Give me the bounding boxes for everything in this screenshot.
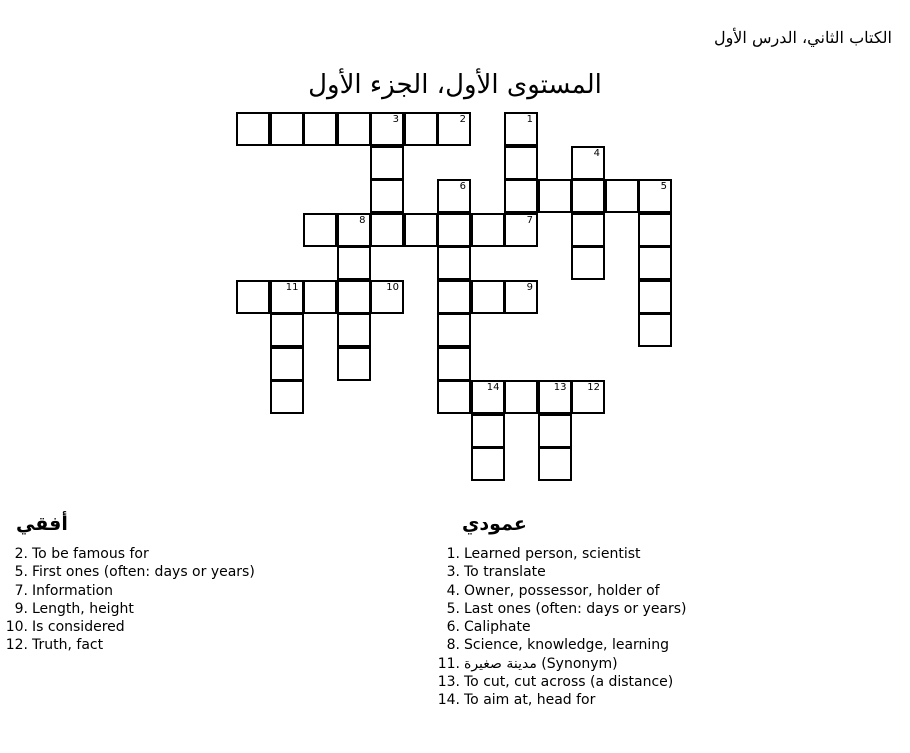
grid-cell[interactable] (471, 414, 505, 448)
grid-cell[interactable] (504, 112, 538, 146)
puzzle-title: المستوى الأول، الجزء الأول (308, 70, 602, 100)
across-heading: أفقي (16, 513, 68, 535)
grid-cell[interactable] (270, 347, 304, 381)
grid-cell[interactable] (437, 112, 471, 146)
grid-cell[interactable] (638, 213, 672, 247)
grid-cell[interactable] (437, 246, 471, 280)
clue-text: To translate (464, 564, 546, 581)
clue-text: Information (32, 582, 114, 599)
grid-cell[interactable] (437, 313, 471, 347)
grid-cell[interactable] (538, 179, 572, 213)
clue-text: Is considered (32, 619, 125, 636)
grid-cell[interactable] (236, 280, 270, 314)
clue-item (432, 545, 687, 563)
grid-cell[interactable] (571, 179, 605, 213)
grid-cell[interactable] (404, 112, 438, 146)
grid-cell[interactable] (270, 280, 304, 314)
grid-cell[interactable] (337, 280, 371, 314)
across-clue-list (0, 545, 255, 655)
grid-cell[interactable] (638, 179, 672, 213)
clue-text: First ones (often: days or years) (32, 564, 255, 581)
grid-cell[interactable] (437, 347, 471, 381)
clue-item (0, 563, 255, 581)
grid-cell[interactable] (504, 213, 538, 247)
grid-cell[interactable] (538, 414, 572, 448)
clue-item (0, 545, 255, 563)
clue-number: 9. (14, 600, 28, 617)
cell-number: 10 (386, 281, 399, 293)
clue-number: 1. (446, 546, 460, 562)
clue-number: 4. (446, 582, 460, 599)
clue-text: Caliphate (464, 619, 531, 636)
clue-text: To be famous for (32, 546, 149, 562)
cell-number: 8 (359, 214, 366, 226)
grid-cell[interactable] (303, 213, 337, 247)
grid-cell[interactable] (337, 213, 371, 247)
clue-number: 10. (5, 619, 28, 636)
down-clue-list (432, 545, 687, 710)
clue-number: 6. (446, 619, 460, 636)
clue-item (432, 582, 687, 600)
grid-cell[interactable] (370, 280, 404, 314)
cell-number: 11 (285, 281, 299, 293)
clue-item (432, 618, 687, 636)
cell-number: 1 (526, 114, 533, 125)
grid-cell[interactable] (337, 112, 371, 146)
clue-text: To aim at, head for (464, 692, 596, 709)
clue-item (0, 582, 255, 600)
clue-item (432, 636, 687, 654)
grid-cell[interactable] (437, 179, 471, 213)
cell-number: 3 (392, 114, 399, 125)
grid-cell[interactable] (504, 380, 538, 414)
grid-cell[interactable] (571, 380, 605, 414)
clue-number: 2. (14, 546, 28, 562)
cell-number: 13 (553, 382, 567, 393)
clue-item (432, 655, 687, 673)
grid-cell[interactable] (303, 112, 337, 146)
grid-cell[interactable] (270, 313, 304, 347)
grid-cell[interactable] (638, 280, 672, 314)
clue-text: Truth, fact (32, 637, 104, 654)
grid-cell[interactable] (337, 313, 371, 347)
clue-number: 13. (437, 674, 460, 691)
clue-item (0, 618, 255, 636)
grid-cell[interactable] (471, 447, 505, 481)
book-reference: الكتاب الثاني، الدرس الأول (713, 28, 892, 47)
grid-cell[interactable] (404, 213, 438, 247)
grid-cell[interactable] (571, 146, 605, 180)
grid-cell[interactable] (605, 179, 639, 213)
cell-number: 9 (526, 281, 533, 293)
clue-number: 5. (446, 600, 460, 617)
clue-item (432, 673, 687, 691)
grid-cell[interactable] (437, 280, 471, 314)
grid-cell[interactable] (538, 380, 572, 414)
down-heading: عمودي (462, 513, 527, 535)
clue-number: 3. (446, 564, 460, 581)
cell-number: 5 (660, 181, 667, 192)
cell-number: 12 (587, 382, 600, 393)
clue-number: 11. (437, 655, 460, 672)
clue-text: Last ones (often: days or years) (464, 600, 687, 617)
grid-cell[interactable] (370, 146, 404, 180)
cell-number: 7 (526, 214, 533, 226)
clue-number: 5. (14, 564, 28, 581)
clue-item (0, 636, 255, 654)
grid-cell[interactable] (471, 280, 505, 314)
grid-cell[interactable] (471, 213, 505, 247)
clue-text: Learned person, scientist (464, 546, 641, 562)
clue-text: Length, height (32, 600, 134, 617)
grid-cell[interactable] (538, 447, 572, 481)
grid-cell[interactable] (504, 280, 538, 314)
grid-cell[interactable] (437, 380, 471, 414)
clue-item (432, 691, 687, 709)
grid-cell[interactable] (504, 179, 538, 213)
grid-cell[interactable] (504, 146, 538, 180)
clue-item (432, 563, 687, 581)
clue-text: Science, knowledge, learning (464, 637, 670, 654)
grid-cell[interactable] (303, 280, 337, 314)
clue-number: 12. (5, 637, 28, 654)
grid-cell[interactable] (370, 179, 404, 213)
grid-cell[interactable] (337, 246, 371, 280)
clue-number: 14. (437, 692, 460, 709)
clue-number: 8. (446, 637, 460, 654)
grid-cell[interactable] (437, 213, 471, 247)
clue-item (0, 600, 255, 618)
cell-number: 14 (486, 382, 500, 393)
grid-cell[interactable] (370, 112, 404, 146)
clue-text: مدينة صغيرة (Synonym) (464, 655, 618, 672)
grid-cell[interactable] (638, 313, 672, 347)
grid-cell[interactable] (337, 347, 371, 381)
clue-text: Owner, possessor, holder of (464, 582, 660, 599)
grid-cell[interactable] (638, 246, 672, 280)
clue-number: 7. (14, 582, 28, 599)
grid-cell[interactable] (571, 246, 605, 280)
clue-text: To cut, cut across (a distance) (464, 674, 674, 691)
grid-cell[interactable] (270, 112, 304, 146)
cell-number: 6 (459, 181, 466, 192)
cell-number: 4 (593, 147, 600, 159)
grid-cell[interactable] (471, 380, 505, 414)
cell-number: 2 (459, 114, 466, 125)
grid-cell[interactable] (270, 380, 304, 414)
clue-item (432, 600, 687, 618)
grid-cell[interactable] (370, 213, 404, 247)
grid-cell[interactable] (236, 112, 270, 146)
grid-cell[interactable] (571, 213, 605, 247)
